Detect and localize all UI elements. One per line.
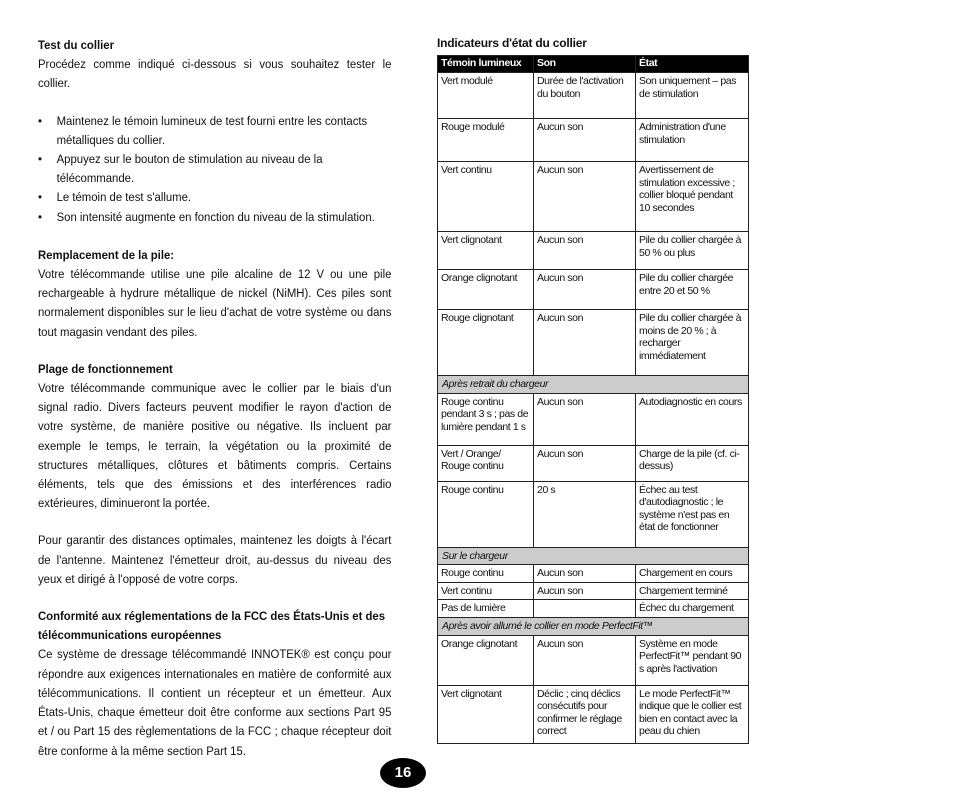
cell-state: Son uniquement – pas de stimulation	[636, 73, 749, 119]
table-row	[438, 600, 749, 618]
cell-state: Pile du collier chargée entre 20 et 50 %	[636, 270, 749, 310]
cell-light: Vert continu	[438, 582, 534, 600]
range-text: Votre télécommande communique avec le collier par le biais d'un signal radio. Divers facteurs peuvent modifier le rayon d'action de votre système, de manière positive ou négative. Ils incluent par exemple le temps, le terrain, la végétation ou la proximité de structures métalliques, clôtures et bâtiments compris. Certains éléments, tels que des émissions et des interférences radio extérieures, diminueront la portée.	[38, 381, 392, 511]
cell-light: Vert / Orange/ Rouge continu	[438, 445, 534, 481]
test-text: Procédez comme indiqué ci-dessous si vous souhaitez tester le collier.	[38, 57, 392, 91]
header-state: État	[636, 56, 749, 73]
table-row	[438, 582, 749, 600]
cell-sound: 20 s	[534, 481, 636, 547]
cell-light: Orange clignotant	[438, 635, 534, 685]
cell-state: Pile du collier chargée à 50 % ou plus	[636, 232, 749, 270]
cell-state: Système en mode PerfectFit™ pendant 90 s après l'activation	[636, 635, 749, 685]
table-header-row	[438, 56, 749, 73]
range-title: Plage de fonctionnement	[38, 361, 173, 376]
battery-text: Votre télécommande utilise une pile alcaline de 12 V ou une pile rechargeable à hydrure métallique de nickel (NiMH). Ces piles sont normalement disponibles sur le lieu d'achat de votre système ou dans tout magasin vendant des piles.	[38, 267, 392, 339]
cell-sound	[534, 600, 636, 618]
status-table	[437, 55, 749, 744]
cell-state: Le mode PerfectFit™ indique que le collier est bien en contact avec la peau du chien	[636, 685, 749, 743]
cell-state: Échec au test d'autodiagnostic ; le système n'est pas en état de fonctionner	[636, 481, 749, 547]
cell-state: Échec du chargement	[636, 600, 749, 618]
table-row	[438, 445, 749, 481]
cell-sound: Aucun son	[534, 393, 636, 445]
section-row	[438, 376, 749, 394]
cell-sound: Aucun son	[534, 162, 636, 232]
left-column	[38, 36, 391, 779]
cell-state: Pile du collier chargée à moins de 20 % ; à recharger immédiatement	[636, 310, 749, 376]
bullet-item: • Le témoin de test s'allume.	[57, 188, 392, 207]
cell-light: Rouge clignotant	[438, 310, 534, 376]
table-row	[438, 310, 749, 376]
fcc-text: Ce système de dressage télécommandé INNOTEK® est conçu pour répondre aux exigences internationales en matière de conformité aux télécommunications. Il contient un récepteur et un émetteur. Aux États-Unis, chaque émetteur doit être conforme aux sections Part 95 et / ou Part 15 des règlementations de la FCC ; chaque récepteur doit être conforme à la même section Part 15.	[38, 647, 392, 758]
table-row	[438, 481, 749, 547]
bullet-item: • Appuyez sur le bouton de stimulation au niveau de la télécommande.	[57, 150, 392, 188]
test-bullets	[38, 112, 391, 227]
cell-state: Administration d'une stimulation	[636, 119, 749, 162]
section-label: Sur le chargeur	[438, 547, 749, 565]
table-row	[438, 119, 749, 162]
section-label: Après retrait du chargeur	[438, 376, 749, 394]
table-row	[438, 162, 749, 232]
cell-light: Vert modulé	[438, 73, 534, 119]
cell-light: Rouge continu pendant 3 s ; pas de lumière pendant 1 s	[438, 393, 534, 445]
bullet-item: • Maintenez le témoin lumineux de test fourni entre les contacts métalliques du collier.	[57, 112, 392, 150]
cell-sound: Aucun son	[534, 565, 636, 583]
table-row	[438, 270, 749, 310]
table-row	[438, 635, 749, 685]
cell-sound: Aucun son	[534, 582, 636, 600]
header-light: Témoin lumineux	[438, 56, 534, 73]
cell-light: Rouge continu	[438, 565, 534, 583]
cell-light: Pas de lumière	[438, 600, 534, 618]
cell-sound: Aucun son	[534, 270, 636, 310]
distance-text: Pour garantir des distances optimales, maintenez les doigts à l'écart de l'antenne. Maintenez l'émetteur droit, au-dessus du niveau des yeux et dirigé à l'opposé de votre corps.	[38, 533, 392, 586]
section-row	[438, 617, 749, 635]
fcc-title: Conformité aux réglementations de la FCC des États-Unis et des télécommunications européennes	[38, 609, 386, 643]
table-row	[438, 393, 749, 445]
cell-sound: Aucun son	[534, 445, 636, 481]
battery-title: Remplacement de la pile:	[38, 247, 175, 262]
bullet-item: • Son intensité augmente en fonction du niveau de la stimulation.	[57, 208, 392, 227]
cell-light: Vert clignotant	[438, 232, 534, 270]
cell-sound: Durée de l'activation du bouton	[534, 73, 636, 119]
cell-sound: Aucun son	[534, 232, 636, 270]
table-row	[438, 565, 749, 583]
test-title: Test du collier	[38, 38, 114, 52]
cell-sound: Aucun son	[534, 119, 636, 162]
table-row	[438, 73, 749, 119]
cell-light: Rouge continu	[438, 481, 534, 547]
cell-sound: Aucun son	[534, 635, 636, 685]
cell-state: Charge de la pile (cf. ci-dessus)	[636, 445, 749, 481]
page-number: 16	[380, 758, 426, 788]
cell-light: Rouge modulé	[438, 119, 534, 162]
cell-sound: Déclic ; cinq déclics consécutifs pour confirmer le réglage correct	[534, 685, 636, 743]
cell-state: Chargement en cours	[636, 565, 749, 583]
table-title: Indicateurs d'état du collier	[437, 36, 587, 50]
cell-state: Autodiagnostic en cours	[636, 393, 749, 445]
section-row	[438, 547, 749, 565]
cell-state: Avertissement de stimulation excessive ; collier bloqué pendant 10 secondes	[636, 162, 749, 232]
cell-sound: Aucun son	[534, 310, 636, 376]
header-sound: Son	[534, 56, 636, 73]
cell-light: Vert clignotant	[438, 685, 534, 743]
cell-light: Orange clignotant	[438, 270, 534, 310]
section-label: Après avoir allumé le collier en mode PerfectFit™	[438, 617, 749, 635]
table-row	[438, 232, 749, 270]
cell-light: Vert continu	[438, 162, 534, 232]
table-row	[438, 685, 749, 743]
cell-state: Chargement terminé	[636, 582, 749, 600]
